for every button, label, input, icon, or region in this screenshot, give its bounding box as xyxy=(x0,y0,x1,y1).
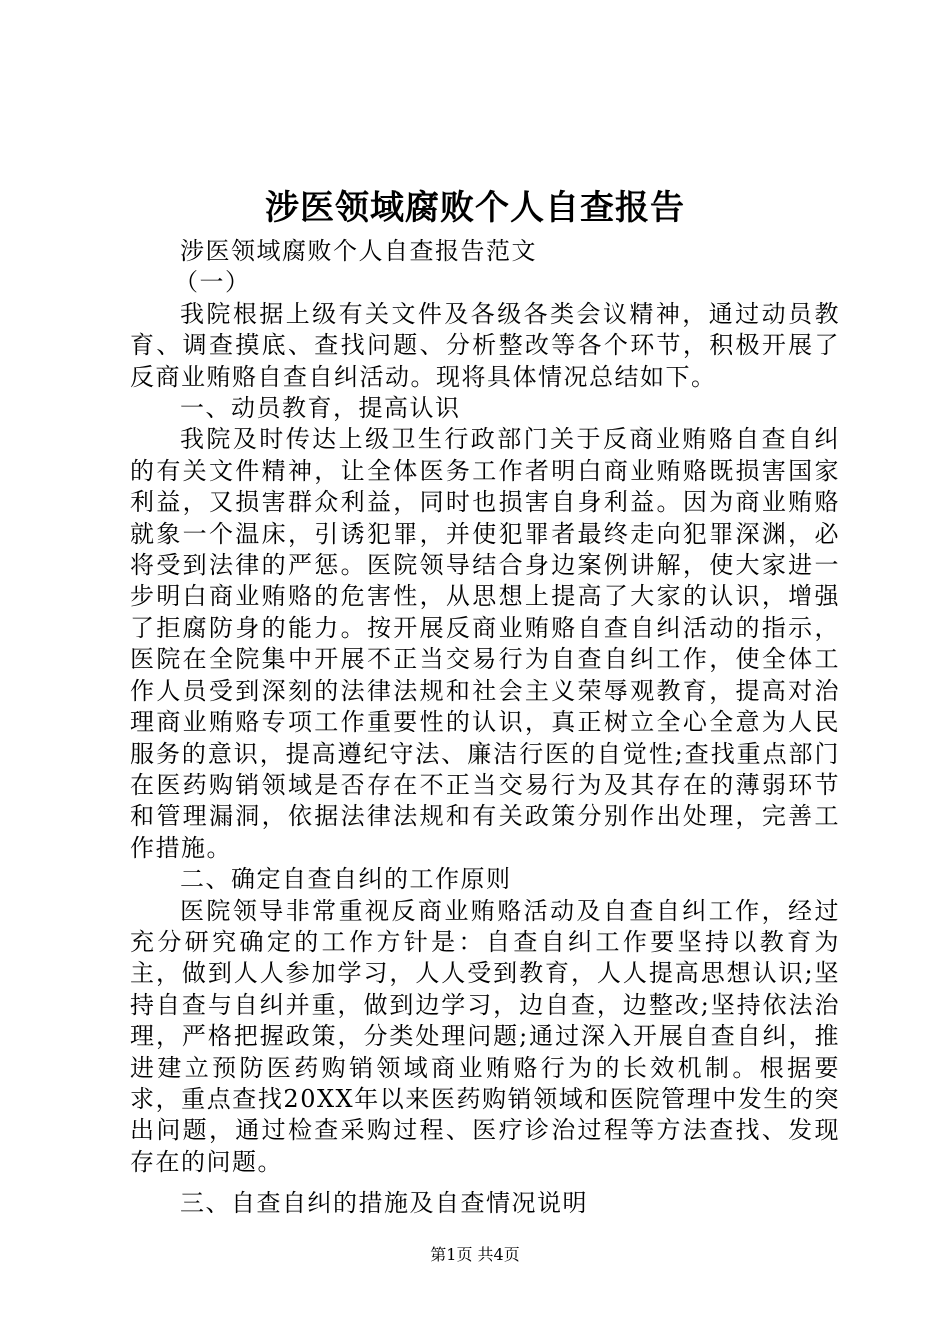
paragraph-mobilization-education: 我院及时传达上级卫生行政部门关于反商业贿赂自查自纠的有关文件精神，让全体医务工作者明白商业贿赂既损害国家利益，又损害群众利益，同时也损害自身利益。因为商业贿赂就象一个温床，引诱犯罪，并使犯罪者最终走向犯罪深渊，必将受到法律的严惩。医院领导结合身边案例讲解，使大家进一步明白商业贿赂的危害性，从思想上提高了大家的认识，增强了拒腐防身的能力。按开展反商业贿赂自查自纠活动的指示，医院在全院集中开展不正当交易行为自查自纠工作，使全体工作人员受到深刻的法律法规和社会主义荣辱观教育，提高对治理商业贿赂专项工作重要性的认识，真正树立全心全意为人民服务的意识，提高遵纪守法、廉洁行医的自觉性;查找重点部门在医药购销领域是否存在不正当交易行为及其存在的薄弱环节和管理漏洞，依据法律法规和有关政策分别作出处理，完善工作措施。 xyxy=(130,425,840,862)
document-title: 涉医领域腐败个人自查报告 xyxy=(265,188,685,228)
paragraph-section-number: （一） xyxy=(174,268,251,297)
heading-measures-and-status: 三、自查自纠的措施及自查情况说明 xyxy=(180,1189,588,1218)
paragraph-work-principles: 医院领导非常重视反商业贿赂活动及自查自纠工作，经过充分研究确定的工作方针是：自查自纠工作要坚持以教育为主，做到人人参加学习，人人受到教育，人人提高思想认识;坚持自查与自纠并重，做到边学习，边自查，边整改;坚持依法治理，严格把握政策，分类处理问题;通过深入开展自查自纠，推进建立预防医药购销领域商业贿赂行为的长效机制。根据要求，重点查找20XX年以来医药购销领域和医院管理中发生的突出问题，通过检查采购过程、医疗诊治过程等方法查找、发现存在的问题。 xyxy=(130,896,840,1176)
paragraph-intro: 我院根据上级有关文件及各级各类会议精神，通过动员教育、调查摸底、查找问题、分析整改等各个环节，积极开展了反商业贿赂自查自纠活动。现将具体情况总结如下。 xyxy=(130,299,840,391)
document-body xyxy=(130,236,840,1220)
heading-work-principles: 二、确定自查自纠的工作原则 xyxy=(180,865,512,894)
paragraph-subtitle: 涉医领域腐败个人自查报告范文 xyxy=(180,237,537,265)
heading-mobilization-education: 一、动员教育，提高认识 xyxy=(180,394,461,423)
page-footer: 第1页 共4页 xyxy=(430,1245,520,1264)
